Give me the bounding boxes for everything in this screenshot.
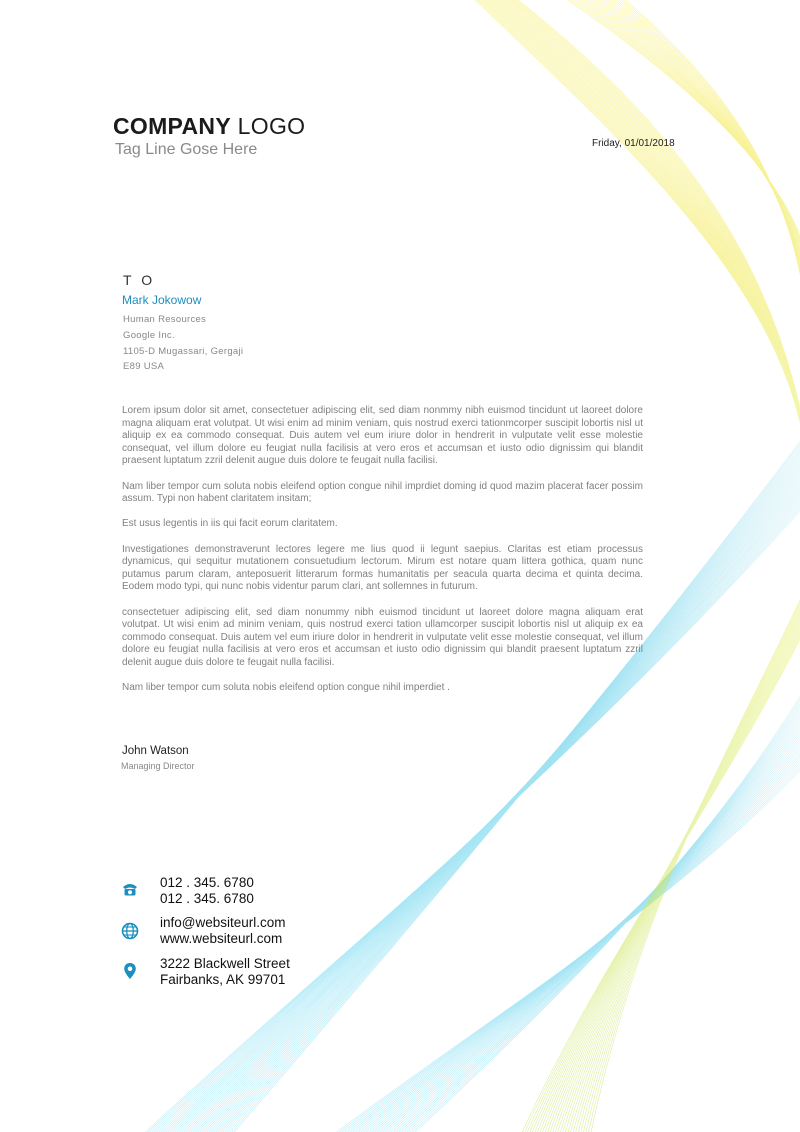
wave-strand: [483, 0, 800, 441]
tagline: Tag Line Gose Here: [115, 141, 258, 158]
globe-icon: [121, 922, 139, 940]
wave-strand: [567, 0, 800, 314]
wave-strand: [366, 724, 800, 1132]
body-paragraph: Investigationes demonstraverunt lectores legere me lius quod ii legunt saepius. Claritas est etiam processus dynamicus, qui sequitur mutationem consuetudium lectorum. Mirum est notare quam littera gothica, quam nunc putamus parum claram, anteposuerit litterarum formas humanitatis per seacula quarta decima et quinta decima. Eodem modo typi, qui nunc nobis videntur parum clari, ant sollemnes in futurum.: [122, 543, 643, 593]
wave-strand: [493, 0, 800, 458]
recipient-name: Mark Jokowow: [122, 293, 202, 307]
wave-strand: [475, 0, 800, 428]
address-street: 3222 Blackwell Street: [160, 956, 290, 971]
body-paragraph: Nam liber tempor cum soluta nobis eleifend option congue nihil imperdiet .: [122, 682, 450, 694]
wave-strand: [363, 727, 800, 1132]
location-pin-icon: [121, 962, 139, 980]
wave-strand: [577, 0, 800, 334]
wave-strand: [471, 0, 800, 422]
wave-strand: [494, 0, 800, 460]
wave-strand: [470, 0, 800, 420]
wave-strand: [476, 0, 800, 431]
wave-strand: [495, 0, 800, 462]
recipient-address: [123, 312, 243, 375]
wave-strand: [579, 0, 800, 338]
wave-strand: [358, 732, 800, 1132]
wave-strand: [492, 0, 800, 456]
wave-strand: [488, 0, 800, 450]
email-link[interactable]: info@websiteurl.com: [160, 915, 286, 930]
wave-strand: [560, 0, 800, 300]
body-paragraph: Nam liber tempor cum soluta nobis eleifend option congue nihil imprdiet doming id quod mazim placerat facer possim assum. Typi non habent claritatem insitam;: [122, 480, 643, 505]
logo-light-text: LOGO: [237, 113, 306, 139]
wave-strand: [502, 0, 800, 473]
recipient-company: Google Inc.: [123, 329, 175, 341]
wave-strand: [484, 0, 800, 443]
wave-strand: [487, 0, 800, 448]
company-logo: [113, 113, 305, 140]
recipient-street: 1105-D Mugassari, Gergaji: [123, 345, 244, 357]
wave-strand: [391, 699, 800, 1132]
wave-strand: [498, 0, 800, 467]
address-city: Fairbanks, AK 99701: [160, 972, 286, 987]
letter-date: Friday, 01/01/2018: [592, 138, 675, 149]
wave-strand: [478, 0, 800, 433]
recipient-department: Human Resources: [123, 314, 207, 325]
phone-number-2[interactable]: 012 . 345. 6780: [160, 891, 254, 906]
wave-strand: [474, 0, 800, 426]
wave-strand: [501, 0, 800, 471]
wave-strand: [489, 0, 800, 452]
wave-strand: [407, 683, 800, 1132]
wave-strand: [479, 0, 800, 435]
wave-strand: [485, 0, 800, 445]
letter-body: [122, 405, 643, 707]
wave-strand: [503, 0, 800, 475]
phone-number-1[interactable]: 012 . 345. 6780: [160, 875, 254, 890]
body-paragraph: consectetuer adipiscing elit, sed diam nonummy nibh euismod tincidunt ut laoreet dolore magna aliquam erat volutpat. Ut wisi enim ad minim veniam, quis nostrud exerci tation ullamcorper suscipit lobortis nisl ut aliquip ex ea commodo consequat. Duis autem vel eum iriure dolor in hendrerit in vulputate velit esse molestie consequat, vel illum dolore eu feugiat nulla facilisis at vero eros et accumsan et iusto odio dignissim qui blandit praesent luptatum zzril delenit augue duis dolore te feugait nulla facilisi.: [122, 606, 643, 668]
wave-strand: [574, 0, 800, 329]
phone-icon: [121, 880, 139, 898]
wave-strand: [473, 0, 800, 424]
wave-strand: [497, 0, 800, 465]
wave-strand: [393, 697, 800, 1132]
website-link[interactable]: www.websiteurl.com: [160, 931, 283, 946]
body-paragraph: Lorem ipsum dolor sit amet, consectetuer adipiscing elit, sed diam nonmmy nibh euismod tincidunt ut laoreet dolore magna aliquam erat volutpat. Ut wisi enim ad minim veniam, quis nostrud exerci tationmcorper suscipit lobortis nisl ut aliquip ex ea commodo consequat. Duis autem vel eum iriure dolor in hendrerit in vulputate velit esse molestie consequat, vel illum dolore eu feugiat nulla facilisis at vero eros et accumsan et iusto odio dignissim qui blandit praesent luptatum zzril delenit augue duis dolore te feugait nulla facilisi.: [122, 405, 643, 467]
recipient-country: E89 USA: [123, 361, 165, 373]
wave-strand: [330, 760, 800, 1132]
signature-name: John Watson: [122, 745, 189, 757]
body-paragraph: Est usus legentis in iis qui facit eorum claritatem.: [122, 518, 338, 530]
wave-strand: [582, 0, 800, 343]
wave-strand: [404, 686, 800, 1132]
wave-strand: [399, 691, 800, 1132]
wave-strand: [499, 0, 800, 469]
wave-strand: [481, 0, 800, 439]
wave-strand: [480, 0, 800, 437]
wave-strand: [490, 0, 800, 454]
logo-bold-text: COMPANY: [113, 113, 231, 139]
to-heading: T O: [123, 272, 156, 288]
wave-strand: [562, 0, 800, 305]
wave-strand: [369, 721, 800, 1132]
wave-strand: [565, 0, 800, 310]
signature-title: Managing Director: [121, 761, 195, 771]
wave-strand: [572, 0, 800, 324]
wave-strand: [570, 0, 800, 319]
wave-strand: [615, 0, 800, 410]
